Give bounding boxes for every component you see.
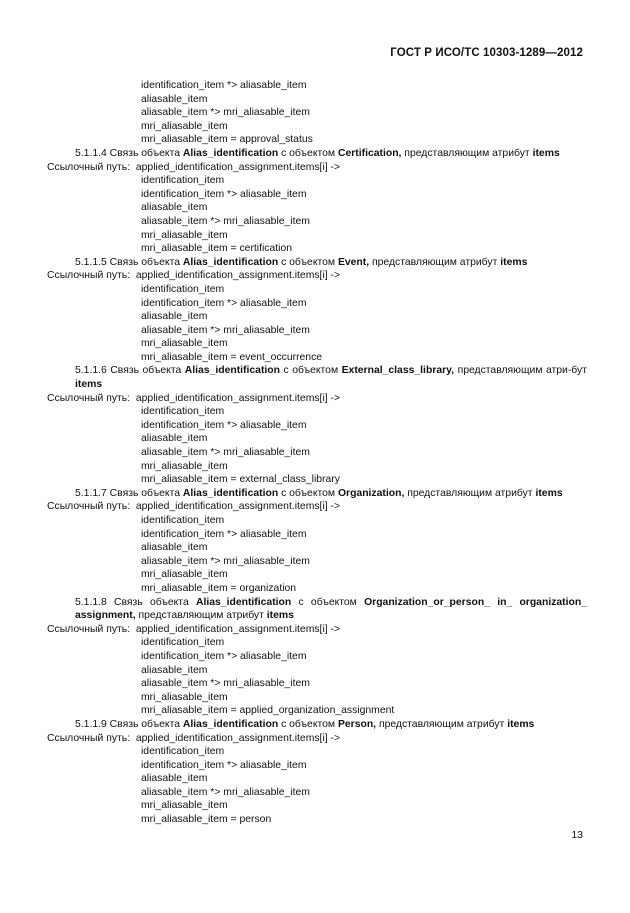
path-line: mri_aliasable_item = external_class_library <box>141 474 340 486</box>
path-line: mri_aliasable_item = person <box>141 814 272 826</box>
path-line: identification_item <box>141 406 225 418</box>
path-line: aliasable_item *> mri_aliasable_item <box>141 555 310 567</box>
path-line: aliasable_item *> mri_aliasable_item <box>141 786 310 798</box>
path-line: mri_aliasable_item <box>141 120 228 132</box>
path-line: identification_item <box>141 637 225 649</box>
path-line: identification_item <box>141 746 225 758</box>
document-body <box>47 79 587 827</box>
path-line: identification_item *> aliasable_item <box>141 297 307 309</box>
path-line: mri_aliasable_item = approval_status <box>141 134 313 146</box>
section-heading: 5.1.1.8 Связь объекта Alias_identification с объектом Organization_or_person_ in_ organization_ assignment, представляющим атрибут items <box>75 596 587 622</box>
section-heading: 5.1.1.7 Связь объекта Alias_identification с объектом Organization, представляющим атрибут items <box>75 487 563 499</box>
path-line: aliasable_item <box>141 202 208 214</box>
path-line: identification_item <box>141 283 225 295</box>
document-header: ГОСТ Р ИСО/ТС 10303-1289—2012 <box>390 47 583 59</box>
reference-path: Ссылочный путь: applied_identification_assignment.items[i] -> <box>47 392 341 404</box>
path-line: identification_item *> aliasable_item <box>141 419 307 431</box>
section-heading: 5.1.1.6 Связь объекта Alias_identification с объектом External_class_library, представляющим атри-бут items <box>75 365 587 391</box>
path-line: aliasable_item <box>141 93 208 105</box>
path-line: identification_item *> aliasable_item <box>141 80 307 91</box>
path-line: aliasable_item *> mri_aliasable_item <box>141 324 310 336</box>
section-heading: 5.1.1.5 Связь объекта Alias_identification с объектом Event, представляющим атрибут items <box>75 256 528 268</box>
path-line: aliasable_item <box>141 311 208 323</box>
path-line: mri_aliasable_item <box>141 338 228 350</box>
path-line: identification_item *> aliasable_item <box>141 650 307 662</box>
reference-path: Ссылочный путь: applied_identification_assignment.items[i] -> <box>47 161 341 173</box>
path-line: identification_item <box>141 515 225 526</box>
reference-path: Ссылочный путь: applied_identification_assignment.items[i] -> <box>47 732 341 744</box>
reference-path: Ссылочный путь: applied_identification_assignment.items[i] -> <box>47 270 341 282</box>
path-line: aliasable_item <box>141 542 208 554</box>
path-line: mri_aliasable_item = event_occurrence <box>141 351 323 363</box>
path-line: mri_aliasable_item <box>141 569 228 581</box>
path-line: mri_aliasable_item <box>141 800 228 812</box>
section-heading: 5.1.1.9 Связь объекта Alias_identification с объектом Person, представляющим атрибут items <box>75 718 535 730</box>
path-line: mri_aliasable_item = applied_organization_assignment <box>141 705 395 717</box>
path-line: mri_aliasable_item <box>141 691 228 703</box>
path-line: aliasable_item <box>141 664 208 676</box>
path-line: mri_aliasable_item = organization <box>141 582 297 594</box>
path-line: identification_item <box>141 175 225 187</box>
path-line: aliasable_item *> mri_aliasable_item <box>141 678 310 690</box>
section-heading: 5.1.1.4 Связь объекта Alias_identification с объектом Certification, представляющим атрибут items <box>75 147 560 159</box>
path-line: mri_aliasable_item <box>141 460 228 472</box>
page-number: 13 <box>571 829 583 841</box>
path-line: mri_aliasable_item <box>141 229 228 241</box>
path-line: aliasable_item *> mri_aliasable_item <box>141 215 310 227</box>
path-line: mri_aliasable_item = certification <box>141 243 293 255</box>
reference-path: Ссылочный путь: applied_identification_assignment.items[i] -> <box>47 501 341 513</box>
path-line: aliasable_item <box>141 773 208 785</box>
path-line: aliasable_item *> mri_aliasable_item <box>141 447 310 459</box>
path-line: identification_item *> aliasable_item <box>141 528 307 540</box>
reference-path: Ссылочный путь: applied_identification_assignment.items[i] -> <box>47 623 341 635</box>
path-line: aliasable_item <box>141 433 208 445</box>
path-line: identification_item *> aliasable_item <box>141 188 307 200</box>
path-line: identification_item *> aliasable_item <box>141 759 307 771</box>
path-line: aliasable_item *> mri_aliasable_item <box>141 107 310 119</box>
